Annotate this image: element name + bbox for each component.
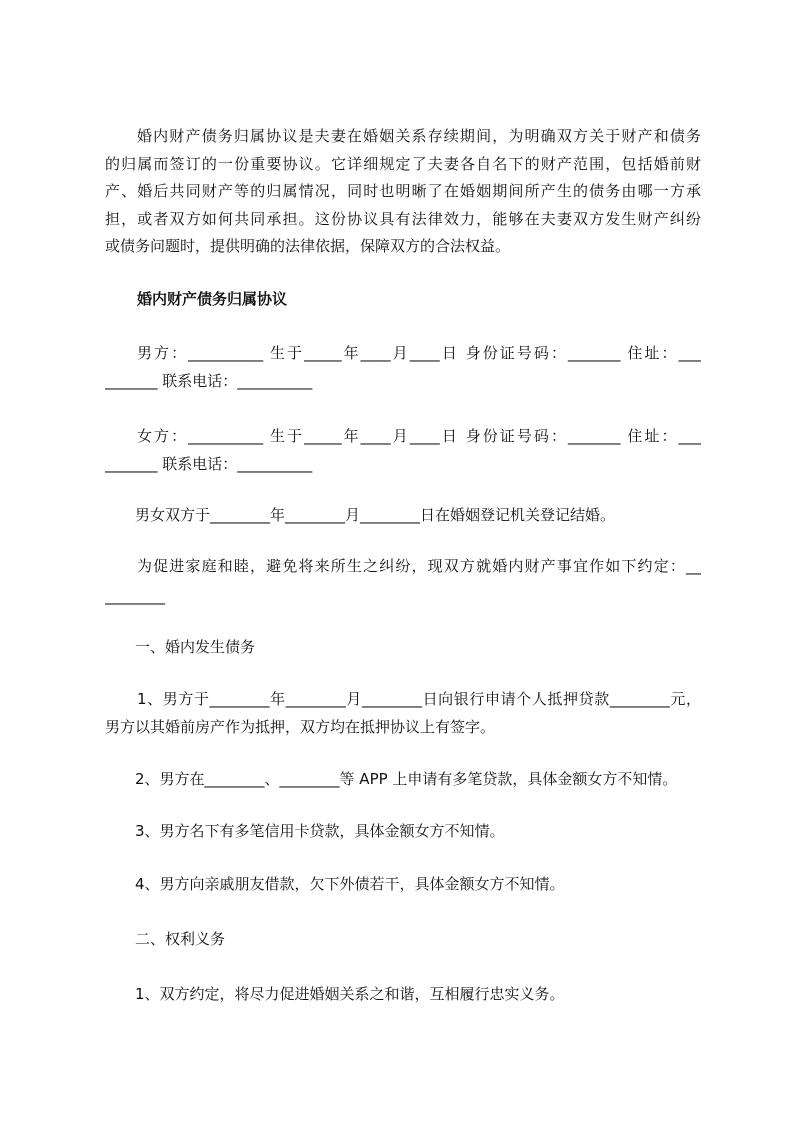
title-text: 婚内财产债务归属协议 — [137, 290, 288, 308]
section2-item-1 — [105, 981, 701, 1009]
text-line: 女方：__________ 生于_____年____月____日 身份证号码：_______ 住址：___ — [137, 427, 701, 445]
section2-heading — [105, 926, 701, 954]
text-line: _______ 联系电话：__________ — [105, 454, 313, 473]
section1-item-4 — [105, 871, 701, 899]
husband-info — [105, 340, 701, 395]
text-line: 担，或者双方如何共同承担。这份协议具有法律效力，能够在夫妻双方发生财产纠纷 — [105, 209, 701, 228]
text-line: 1、双方约定，将尽力促进婚姻关系之和谐，互相履行忠实义务。 — [135, 985, 565, 1003]
section1-item-2 — [105, 766, 701, 794]
text-line: _______ 联系电话：__________ — [105, 371, 313, 390]
marriage-registration — [105, 502, 701, 530]
text-line: 为促进家庭和睦，避免将来所生之纠纷，现双方就婚内财产事宜作如下约定：__ — [137, 557, 701, 575]
text-line: 男方以其婚前房产作为抵押，双方均在抵押协议上有签字。 — [105, 717, 496, 736]
document-title — [105, 286, 701, 314]
text-line: 3、男方名下有多笔信用卡贷款，具体金额女方不知情。 — [135, 822, 505, 840]
wife-info — [105, 423, 701, 478]
intro-paragraph — [105, 123, 701, 261]
text-line: 产、婚后共同财产等的归属情况，同时也明晰了在婚姻期间所产生的债务由哪一方承 — [105, 182, 701, 200]
section1-heading — [105, 634, 701, 662]
heading-text: 二、权利义务 — [135, 930, 226, 948]
text-line: 1、男方于________年________月________日向银行申请个人抵押贷款________元， — [137, 690, 701, 708]
section1-item-1 — [105, 686, 701, 741]
text-line: 2、男方在________、________等 APP 上申请有多笔贷款，具体金额女方不知情。 — [135, 770, 678, 788]
text-line: 男女双方于________年________月________日在婚姻登记机关登记结婚。 — [135, 506, 616, 524]
heading-text: 一、婚内发生债务 — [135, 638, 256, 656]
agreement-intro — [105, 553, 701, 610]
text-line: ________ — [105, 586, 165, 605]
text-line: 或债务问题时，提供明确的法律依据，保障双方的合法权益。 — [105, 237, 511, 255]
text-line: 男方：__________ 生于_____年____月____日 身份证号码：_______ 住址：___ — [137, 344, 701, 362]
text-line: 的归属而签订的一份重要协议。它详细规定了夫妻各自名下的财产范围，包括婚前财 — [105, 154, 701, 173]
section1-item-3 — [105, 818, 701, 846]
text-line: 婚内财产债务归属协议是夫妻在婚姻关系存续期间，为明确双方关于财产和债务 — [137, 127, 701, 145]
text-line: 4、男方向亲戚朋友借款，欠下外债若干，具体金额女方不知情。 — [135, 875, 565, 893]
